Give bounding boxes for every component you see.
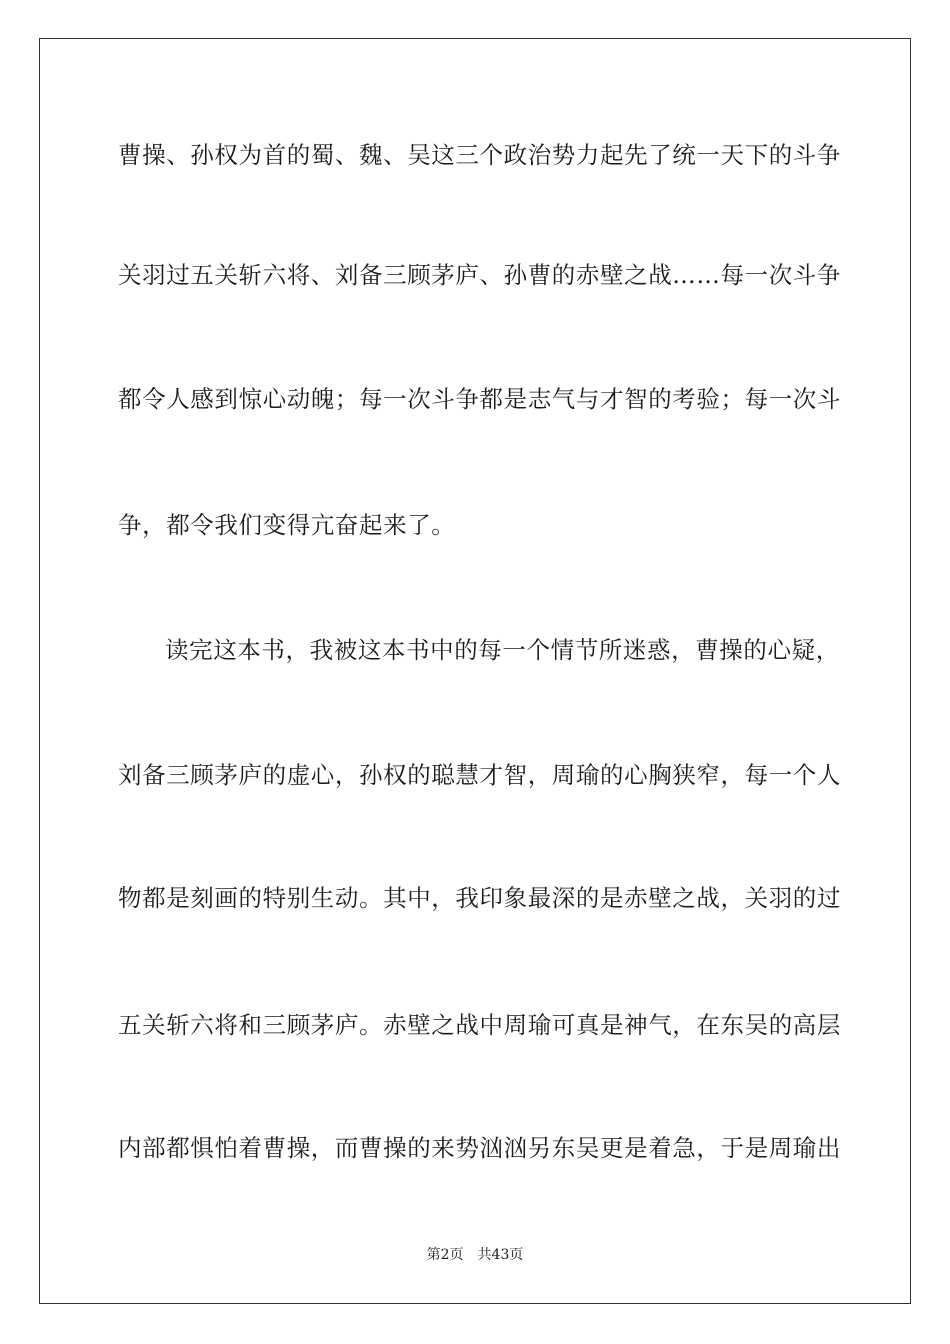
page-border: [39, 38, 911, 1304]
body-text-line: 曹操、孙权为首的蜀、魏、吴这三个政治势力起先了统一天下的斗争: [118, 141, 841, 169]
body-text-line: 物都是刻画的特别生动。其中，我印象最深的是赤壁之战，关羽的过: [118, 884, 841, 912]
body-text-line: 关羽过五关斩六将、刘备三顾茅庐、孙曹的赤壁之战……每一次斗争: [118, 261, 841, 289]
body-text-line: 刘备三顾茅庐的虚心，孙权的聪慧才智，周瑜的心胸狭窄，每一个人: [118, 761, 841, 789]
body-text-line: 都令人感到惊心动魄；每一次斗争都是志气与才智的考验；每一次斗: [118, 385, 841, 413]
paragraph-first-line: 读完这本书，我被这本书中的每一个情节所迷惑，曹操的心疑，: [165, 636, 840, 664]
body-text-line: 争，都令我们变得亢奋起来了。: [118, 511, 456, 539]
body-text-line: 内部都惧怕着曹操，而曹操的来势汹汹另东吴更是着急，于是周瑜出: [118, 1134, 841, 1162]
page-number: 第2页: [426, 1247, 464, 1263]
body-text-line: 五关斩六将和三顾茅庐。赤壁之战中周瑜可真是神气，在东吴的高层: [118, 1011, 841, 1039]
page-total: 共43页: [477, 1247, 524, 1263]
page-footer: [0, 1246, 950, 1264]
